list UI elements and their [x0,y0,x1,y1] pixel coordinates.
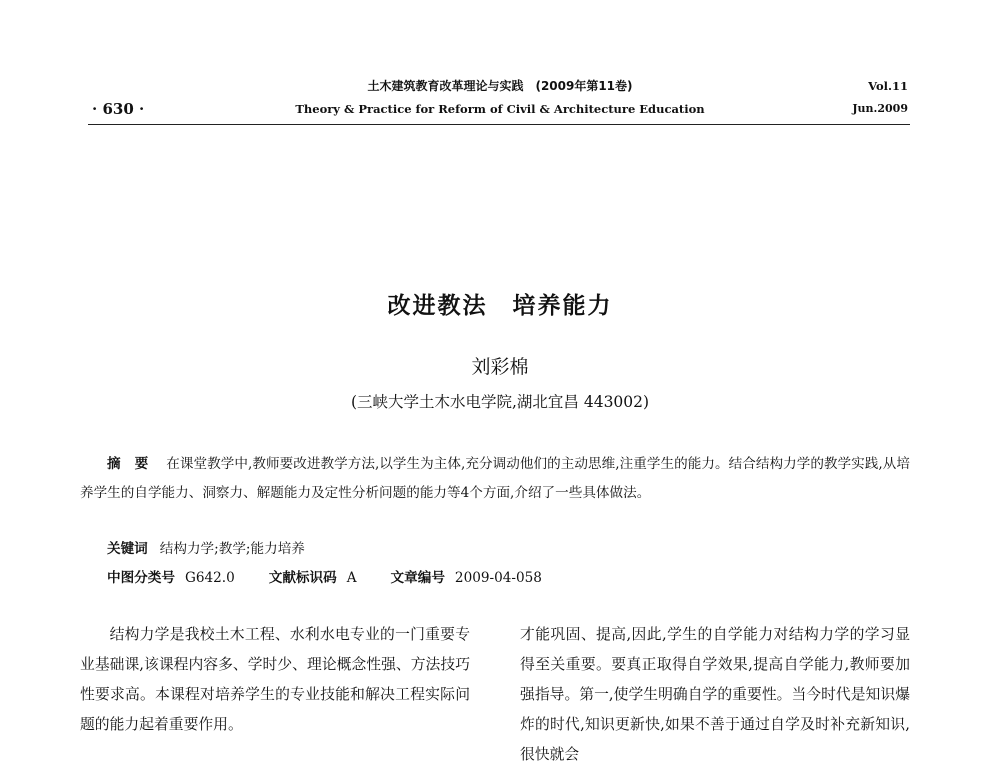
abstract [80,450,910,508]
journal-title-english: Theory & Practice for Reform of Civil & Architecture Education [295,102,705,116]
issue-date: Jun.2009 [852,102,908,115]
body-text-right-column: 才能巩固、提高,因此,学生的自学能力对结构力学的学习显得至关重要。要真正取得自学效果,提高自学能力,教师要加强指导。第一,使学生明确自学的重要性。当今时代是知识爆炸的时代,知识更新快,如果不善于通过自学及时补充新知识,很快就会 [520,626,910,763]
document-code-value: A [346,570,357,586]
keywords [107,537,305,557]
keywords-label: 关键词 [107,541,148,557]
author-name: 刘彩棉 [471,356,529,378]
abstract-text: 在课堂教学中,教师要改进教学方法,以学生为主体,充分调动他们的主动思维,注重学生的能力。结合结构力学的教学实践,从培养学生的自学能力、洞察力、解题能力及定性分析问题的能力等4个方面,介绍了一些具体做法。 [80,456,910,501]
classification-line [107,566,576,586]
article-number-label: 文章编号 [390,570,445,586]
abstract-label: 摘要 [107,456,163,472]
article-number-value: 2009-04-058 [454,570,542,586]
keywords-text: 结构力学;教学;能力培养 [159,541,305,557]
header-rule [88,124,910,125]
document-code-label: 文献标识码 [268,570,337,586]
clc-value: G642.0 [184,570,235,586]
body-text-left-column: 结构力学是我校土木工程、水利水电专业的一门重要专业基础课,该课程内容多、学时少、理论概念性强、方法技巧性要求高。本课程对培养学生的专业技能和解决工程实际问题的能力起着重要作用。 [80,626,470,733]
clc-label: 中图分类号 [107,570,175,586]
article-title: 改进教法 培养能力 [387,293,613,319]
author-affiliation: (三峡大学土木水电学院,湖北宜昌 443002) [350,393,650,411]
volume-number: Vol.11 [868,79,908,93]
journal-title-chinese: 土木建筑教育改革理论与实践 (2009年第11卷) [367,79,633,93]
page-number: · 630 · [92,100,145,118]
